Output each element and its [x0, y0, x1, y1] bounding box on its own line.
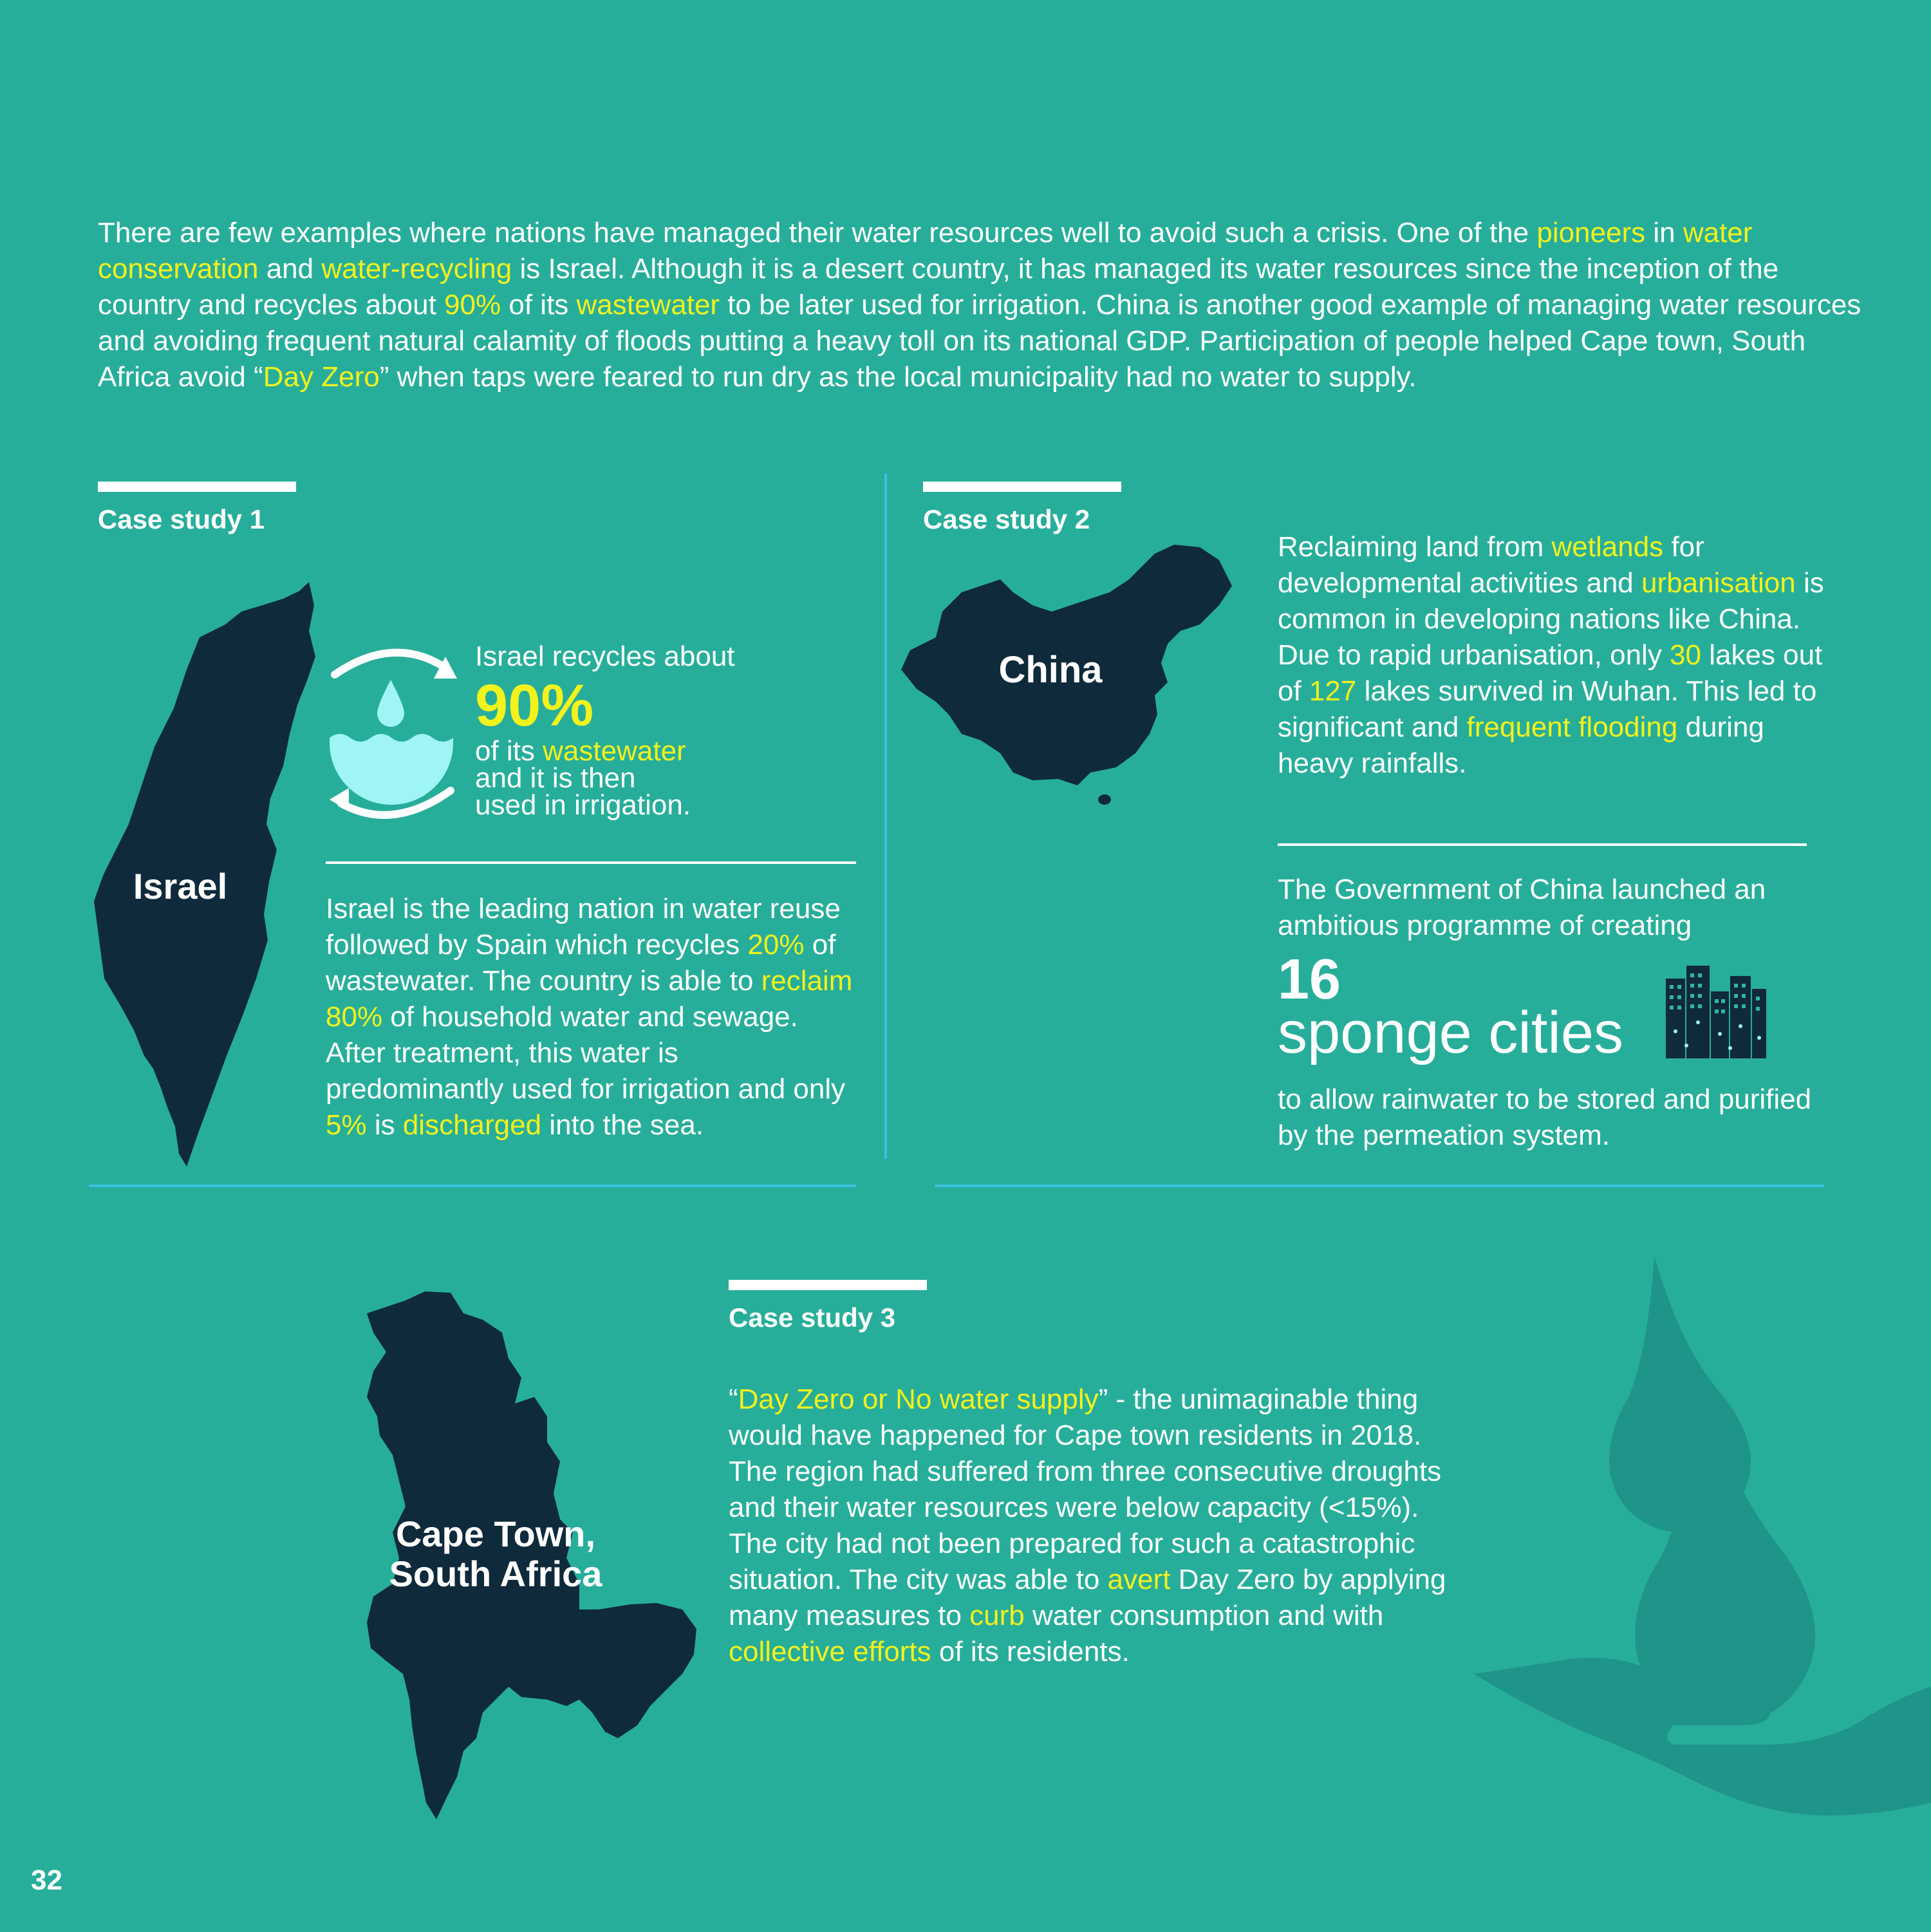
case2-heading-bar — [923, 482, 1121, 492]
cape-town-map-label: Cape Town, South Africa — [389, 1514, 602, 1594]
sponge-city-icon — [1665, 963, 1768, 1060]
case1-stat-value: 90% — [475, 673, 594, 738]
recycle-water-icon — [322, 641, 463, 828]
case2-bottom-divider — [935, 1185, 1824, 1187]
case1-heading: Case study 1 — [98, 504, 265, 534]
case1-stat-rule — [326, 861, 856, 864]
case2-rule — [1278, 843, 1807, 846]
case3-paragraph: “Day Zero or No water supply” - the unimaginable thing would have happened for Cape town residents in 2018. The region had suffered from three consecutive droughts and their water resources were below capacity (<15%). The city had not been prepared for such a catastrophic situation. The city was able to avert Day Zero by applying many measures to curb water consumption and with collective efforts of its residents. — [729, 1383, 1446, 1667]
case1-bottom-divider — [89, 1185, 856, 1187]
page-number: 32 — [31, 1864, 62, 1896]
case2-gov-text: The Government of China launched an ambitious programme of creating — [1278, 874, 1766, 941]
case2-big-text: sponge cities — [1278, 1000, 1623, 1065]
case1-heading-bar — [98, 482, 296, 492]
case2-paragraph: Reclaiming land from wetlands for developmental activities and urbanisation is common in developing nations like China. Due to rapid urbanisation, only 30 lakes out of 127 lakes survived in Wuhan. This led to significant and frequent flooding during heavy rainfalls. — [1278, 531, 1824, 779]
case3-heading-bar — [729, 1280, 927, 1290]
case2-after-text: to allow rainwater to be stored and purified by the permeation system. — [1278, 1083, 1812, 1151]
case1-stat-pre: Israel recycles about — [475, 641, 735, 672]
intro-paragraph: There are few examples where nations have managed their water resources well to avoid such a crisis. One of the pioneers in water conservation and water-recycling is Israel. Although it is a desert country, it has managed its water resources since the inception of the country and recycles about 90% of its wastewater to be later used for irrigation. China is another good example of managing water resources and avoiding frequent natural calamity of floods putting a heavy toll on its national GDP. Participation of people helped Cape town, South Africa avoid “Day Zero” when taps were feared to run dry as the local municipality had no water to supply. — [98, 217, 1861, 393]
case2-big-number: 16 — [1278, 947, 1341, 1011]
china-map-label: China — [998, 649, 1103, 691]
israel-map-label: Israel — [133, 866, 228, 906]
vertical-divider — [884, 474, 887, 1159]
case3-heading: Case study 3 — [729, 1302, 896, 1333]
case1-stat-desc: of its wastewater and it is then used in irrigation. — [475, 735, 691, 821]
case1-paragraph: Israel is the leading nation in water reuse followed by Spain which recycles 20% of wastewater. The country is able to reclaim 80% of household water and sewage. After treatment, this water is predominantly used for irrigation and only 5% is discharged into the sea. — [326, 893, 853, 1141]
water-drop-hand-icon — [1468, 1249, 1931, 1828]
case2-heading: Case study 2 — [923, 504, 1090, 534]
